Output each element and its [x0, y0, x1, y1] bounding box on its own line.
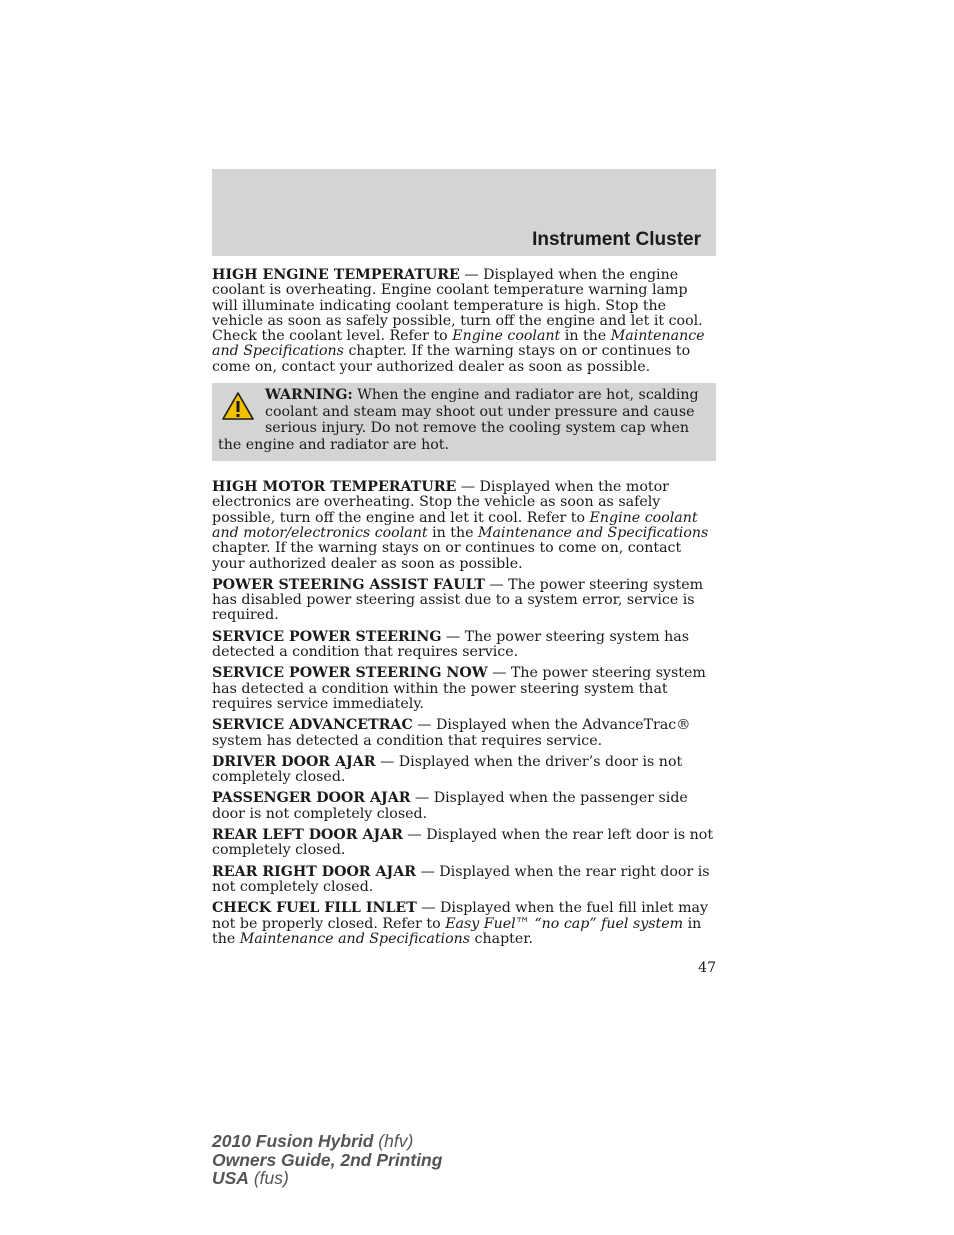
footer-model-code: (hfv) [373, 1131, 414, 1151]
message-entry [212, 578, 716, 624]
footer-line-1 [212, 1132, 442, 1151]
footer-guide: Owners Guide, 2nd Printing [212, 1149, 443, 1170]
em-dash: — [441, 628, 465, 645]
message-entry [212, 791, 716, 822]
message-entry [212, 828, 716, 859]
message-term: DRIVER DOOR AJAR [212, 753, 376, 770]
description-text: Displayed when the rear right door is not completely closed. [212, 863, 710, 895]
em-dash: — [416, 900, 441, 917]
description-text: Displayed when the rear left door is not completely closed. [212, 827, 714, 859]
description-text: Displayed when the passenger side door is not completely closed. [212, 790, 688, 822]
em-dash: — [416, 863, 440, 880]
description-text: in the [212, 915, 702, 947]
em-dash: — [412, 717, 436, 734]
description-text: chapter. If the warning stays on or continues to come on, contact your authorized dealer as soon as possible. [212, 343, 691, 375]
message-term: HIGH MOTOR TEMPERATURE [212, 479, 457, 496]
message-term: HIGH ENGINE TEMPERATURE [212, 267, 460, 283]
description-text: Displayed when the motor electronics are overheating. Stop the vehicle as soon as safely possible, turn off the engine and let it cool. Refer to [212, 479, 669, 526]
description-text: chapter. [470, 930, 533, 947]
em-dash: — [487, 665, 511, 682]
warning-box [212, 383, 716, 461]
message-term: SERVICE POWER STEERING NOW [212, 665, 488, 682]
em-dash: — [375, 753, 399, 770]
message-term: CHECK FUEL FILL INLET [212, 900, 417, 917]
message-term: REAR RIGHT DOOR AJAR [212, 863, 417, 880]
message-term: SERVICE ADVANCETRAC [212, 717, 413, 734]
message-entry [212, 268, 716, 375]
message-entry [212, 718, 716, 749]
description-text: chapter. If the warning stays on or continues to come on, contact your authorized dealer as soon as possible. [212, 540, 682, 572]
chapter-title: Instrument Cluster [532, 229, 701, 250]
em-dash: — [456, 479, 480, 496]
footer-model: 2010 Fusion Hybrid [212, 1131, 374, 1151]
description-text: Displayed when the fuel fill inlet may not be properly closed. Refer to [212, 900, 709, 932]
message-entry [212, 755, 716, 786]
description-text: The power steering system has disabled power steering assist due to a system error, service is required. [212, 576, 704, 624]
message-entry [212, 865, 716, 896]
entries-bottom [212, 480, 716, 947]
description-text: in the [427, 524, 479, 541]
message-entry [212, 480, 716, 572]
cross-reference: Engine coolant and motor/electronics coolant [212, 509, 698, 541]
message-entry [212, 901, 716, 947]
message-entry [212, 630, 716, 661]
footer-line-2 [212, 1151, 442, 1170]
cross-reference: Easy Fuel™ “no cap” fuel system [445, 915, 684, 932]
warning-text: When the engine and radiator are hot, scalding coolant and steam may shoot out under pressure and cause serious injury. Do not remove the cooling system cap when the engine and radiator are hot. [218, 387, 699, 453]
cross-reference: Maintenance and Specifications [239, 930, 471, 947]
warning-label: WARNING: [265, 387, 353, 404]
chapter-header-band [212, 169, 716, 256]
page-number: 47 [698, 960, 716, 976]
warning-triangle-icon [221, 391, 255, 421]
description-text: Displayed when the driver’s door is not completely closed. [212, 753, 683, 786]
footer-line-3 [212, 1169, 442, 1188]
entries-top [212, 268, 716, 375]
document-footer [212, 1132, 442, 1188]
message-entry [212, 666, 716, 712]
cross-reference: Maintenance and Specifications [478, 524, 709, 541]
cross-reference: Engine coolant [452, 328, 561, 345]
description-text: Displayed when the engine coolant is overheating. Engine coolant temperature warning lamp will illuminate indicating coolant temperature is high. Stop the vehicle as soon as safely possible, turn off the engine and let it cool. Check the coolant level. Refer to [212, 267, 703, 345]
description-text: The power steering system has detected a condition within the power steering system that requires service immediately. [212, 665, 706, 712]
page-content [212, 268, 716, 953]
em-dash: — [402, 827, 427, 844]
message-term: PASSENGER DOOR AJAR [212, 790, 411, 807]
footer-market-code: (fus) [248, 1168, 289, 1188]
message-term: REAR LEFT DOOR AJAR [212, 827, 403, 844]
description-text: Displayed when the AdvanceTrac® system has detected a condition that requires service. [212, 717, 691, 749]
message-term: POWER STEERING ASSIST FAULT [212, 576, 485, 593]
cross-reference: Maintenance and Specifications [212, 328, 705, 360]
em-dash: — [410, 790, 434, 807]
em-dash: — [459, 267, 484, 283]
footer-market: USA [212, 1168, 249, 1188]
description-text: in the [560, 328, 611, 345]
message-term: SERVICE POWER STEERING [212, 628, 442, 645]
em-dash: — [484, 576, 509, 593]
description-text: The power steering system has detected a condition that requires service. [212, 628, 690, 661]
